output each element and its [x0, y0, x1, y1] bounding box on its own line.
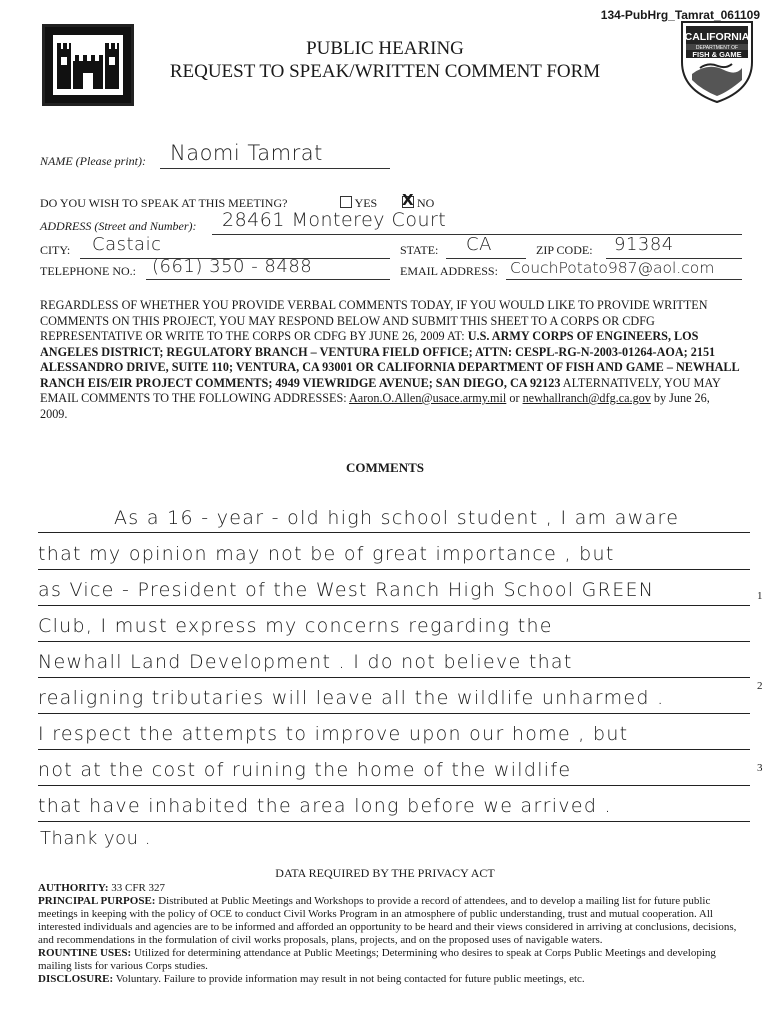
badge-line1: CALIFORNIA	[684, 31, 750, 43]
comment-line[interactable]: As a 16 - year - old high school student , I am aware	[38, 500, 750, 533]
disclosure-row	[38, 973, 738, 986]
state-value[interactable]: CA	[466, 234, 492, 255]
comment-closing[interactable]: Thank you .	[40, 828, 152, 849]
instructions-paragraph	[40, 298, 740, 422]
no-checkbox[interactable]	[402, 196, 414, 208]
city-value[interactable]: Castaic	[92, 234, 162, 255]
no-label: NO	[417, 196, 435, 210]
form-subtitle: REQUEST TO SPEAK/WRITTEN COMMENT FORM	[169, 61, 601, 82]
margin-mark-2: 2	[757, 680, 763, 692]
or-text: or	[506, 391, 523, 405]
badge-line2: DEPARTMENT OF	[695, 45, 739, 51]
form-title: PUBLIC HEARING	[306, 38, 464, 59]
phone-value[interactable]: (661) 350 - 8488	[152, 256, 313, 277]
comment-line[interactable]: that my opinion may not be of great importance , but	[38, 536, 750, 570]
purpose-row	[38, 895, 738, 947]
margin-mark-1: 1	[757, 590, 763, 602]
privacy-section	[38, 882, 738, 986]
uses-row	[38, 947, 738, 973]
address-label: ADDRESS (Street and Number):	[40, 219, 197, 233]
authority-row	[38, 882, 738, 895]
document-id: 134-PubHrg_Tamrat_061109	[600, 8, 760, 22]
zip-value[interactable]: 91384	[614, 234, 674, 255]
email-label: EMAIL ADDRESS:	[400, 264, 498, 278]
disclosure-label: DISCLOSURE:	[38, 973, 114, 985]
comment-line[interactable]: Newhall Land Development . I do not believe that	[38, 644, 750, 678]
cdfg-email-link[interactable]: newhallranch@dfg.ca.gov	[522, 391, 651, 405]
deadline-text: by June 26, 2009.	[40, 391, 710, 421]
disclosure-text: Voluntary. Failure to provide information may result in not being contacted for future public meetings, etc.	[113, 973, 585, 985]
mailing-addresses: U.S. ARMY CORPS OF ENGINEERS, LOS ANGELES DISTRICT; REGULATORY BRANCH – VENTURA FIELD OFFICE; ATTN: CESPL-RG-N-2003-01264-AOA; 2151 ALESSANDRO DRIVE, SUITE 110; VENTURA, CA 93001 OR CALIFORNIA DEPARTMENT OF FISH AND GAME – NEWHALL RANCH EIS/EIR PROJECT COMMENTS; 4949 VIEWRIDGE AVENUE; SAN DIEGO, CA 92123	[40, 329, 739, 390]
phone-label: TELEPHONE NO.:	[40, 264, 136, 278]
uses-label: ROUNTINE USES:	[38, 947, 132, 959]
corps-email-link[interactable]: Aaron.O.Allen@usace.army.mil	[349, 391, 507, 405]
authority-label: AUTHORITY:	[38, 882, 109, 894]
comments-heading: COMMENTS	[346, 460, 424, 475]
instructions-text: REGARDLESS OF WHETHER YOU PROVIDE VERBAL COMMENTS TODAY, IF YOU WOULD LIKE TO PROVIDE WRITTEN COMMENTS ON THIS PROJECT, YOU MAY RESPOND BELOW AND SUBMIT THIS SHEET TO A CORPS OR CDFG REPRESENTATIVE OR WRITE TO THE CORPS OR CDFG BY JUNE 26, 2009 AT:	[40, 298, 708, 343]
name-value[interactable]: Naomi Tamrat	[170, 141, 323, 165]
state-label: STATE:	[400, 243, 439, 257]
yes-checkbox[interactable]	[340, 196, 352, 208]
speak-question: DO YOU WISH TO SPEAK AT THIS MEETING?	[40, 196, 288, 210]
authority-text: 33 CFR 327	[108, 882, 166, 894]
name-label: NAME (Please print):	[40, 154, 146, 168]
comment-line[interactable]: that have inhabited the area long before we arrived .	[38, 788, 750, 822]
comment-line[interactable]: as Vice - President of the West Ranch High School GREEN	[38, 572, 750, 606]
purpose-text: Distributed at Public Meetings and Workshops to provide a record of attendees, and to develop a mailing list for future public meetings in keeping with the policy of OCE to conduct Civil Works Program in an atmosphere of public understanding, trust and mutual cooperation. All interested individuals and agencies are to be informed and afforded an opportunity to be heard and their views considered in arriving at conclusions, decisions, and recommendations in the formulation of civil works proposals, plans, projects, and on the proposed uses of navigable waters.	[38, 895, 737, 946]
comment-line[interactable]: Club, I must express my concerns regarding the	[38, 608, 750, 642]
address-value[interactable]: 28461 Monterey Court	[222, 209, 447, 231]
purpose-label: PRINCIPAL PURPOSE:	[38, 895, 156, 907]
comment-line[interactable]: realigning tributaries will leave all the wildlife unharmed .	[38, 680, 750, 714]
comment-line[interactable]: I respect the attempts to improve upon our home , but	[38, 716, 750, 750]
privacy-heading: DATA REQUIRED BY THE PRIVACY ACT	[275, 866, 495, 880]
yes-label: YES	[354, 196, 378, 210]
email-value[interactable]: CouchPotato987@aol.com	[510, 259, 715, 277]
uses-text: Utilized for determining attendance at Public Meetings; Determining who desires to speak at Corps Public Meetings and developing mailing lists for various Corps studies.	[38, 947, 716, 972]
city-label: CITY:	[40, 243, 71, 257]
zip-label: ZIP CODE:	[536, 243, 593, 257]
email-instructions: ALTERNATIVELY, YOU MAY EMAIL COMMENTS TO THE FOLLOWING ADDRESSES:	[40, 375, 721, 405]
badge-line3: FISH & GAME	[692, 50, 742, 59]
margin-mark-3: 3	[757, 762, 763, 774]
comment-line[interactable]: not at the cost of ruining the home of the wildlife	[38, 752, 750, 786]
